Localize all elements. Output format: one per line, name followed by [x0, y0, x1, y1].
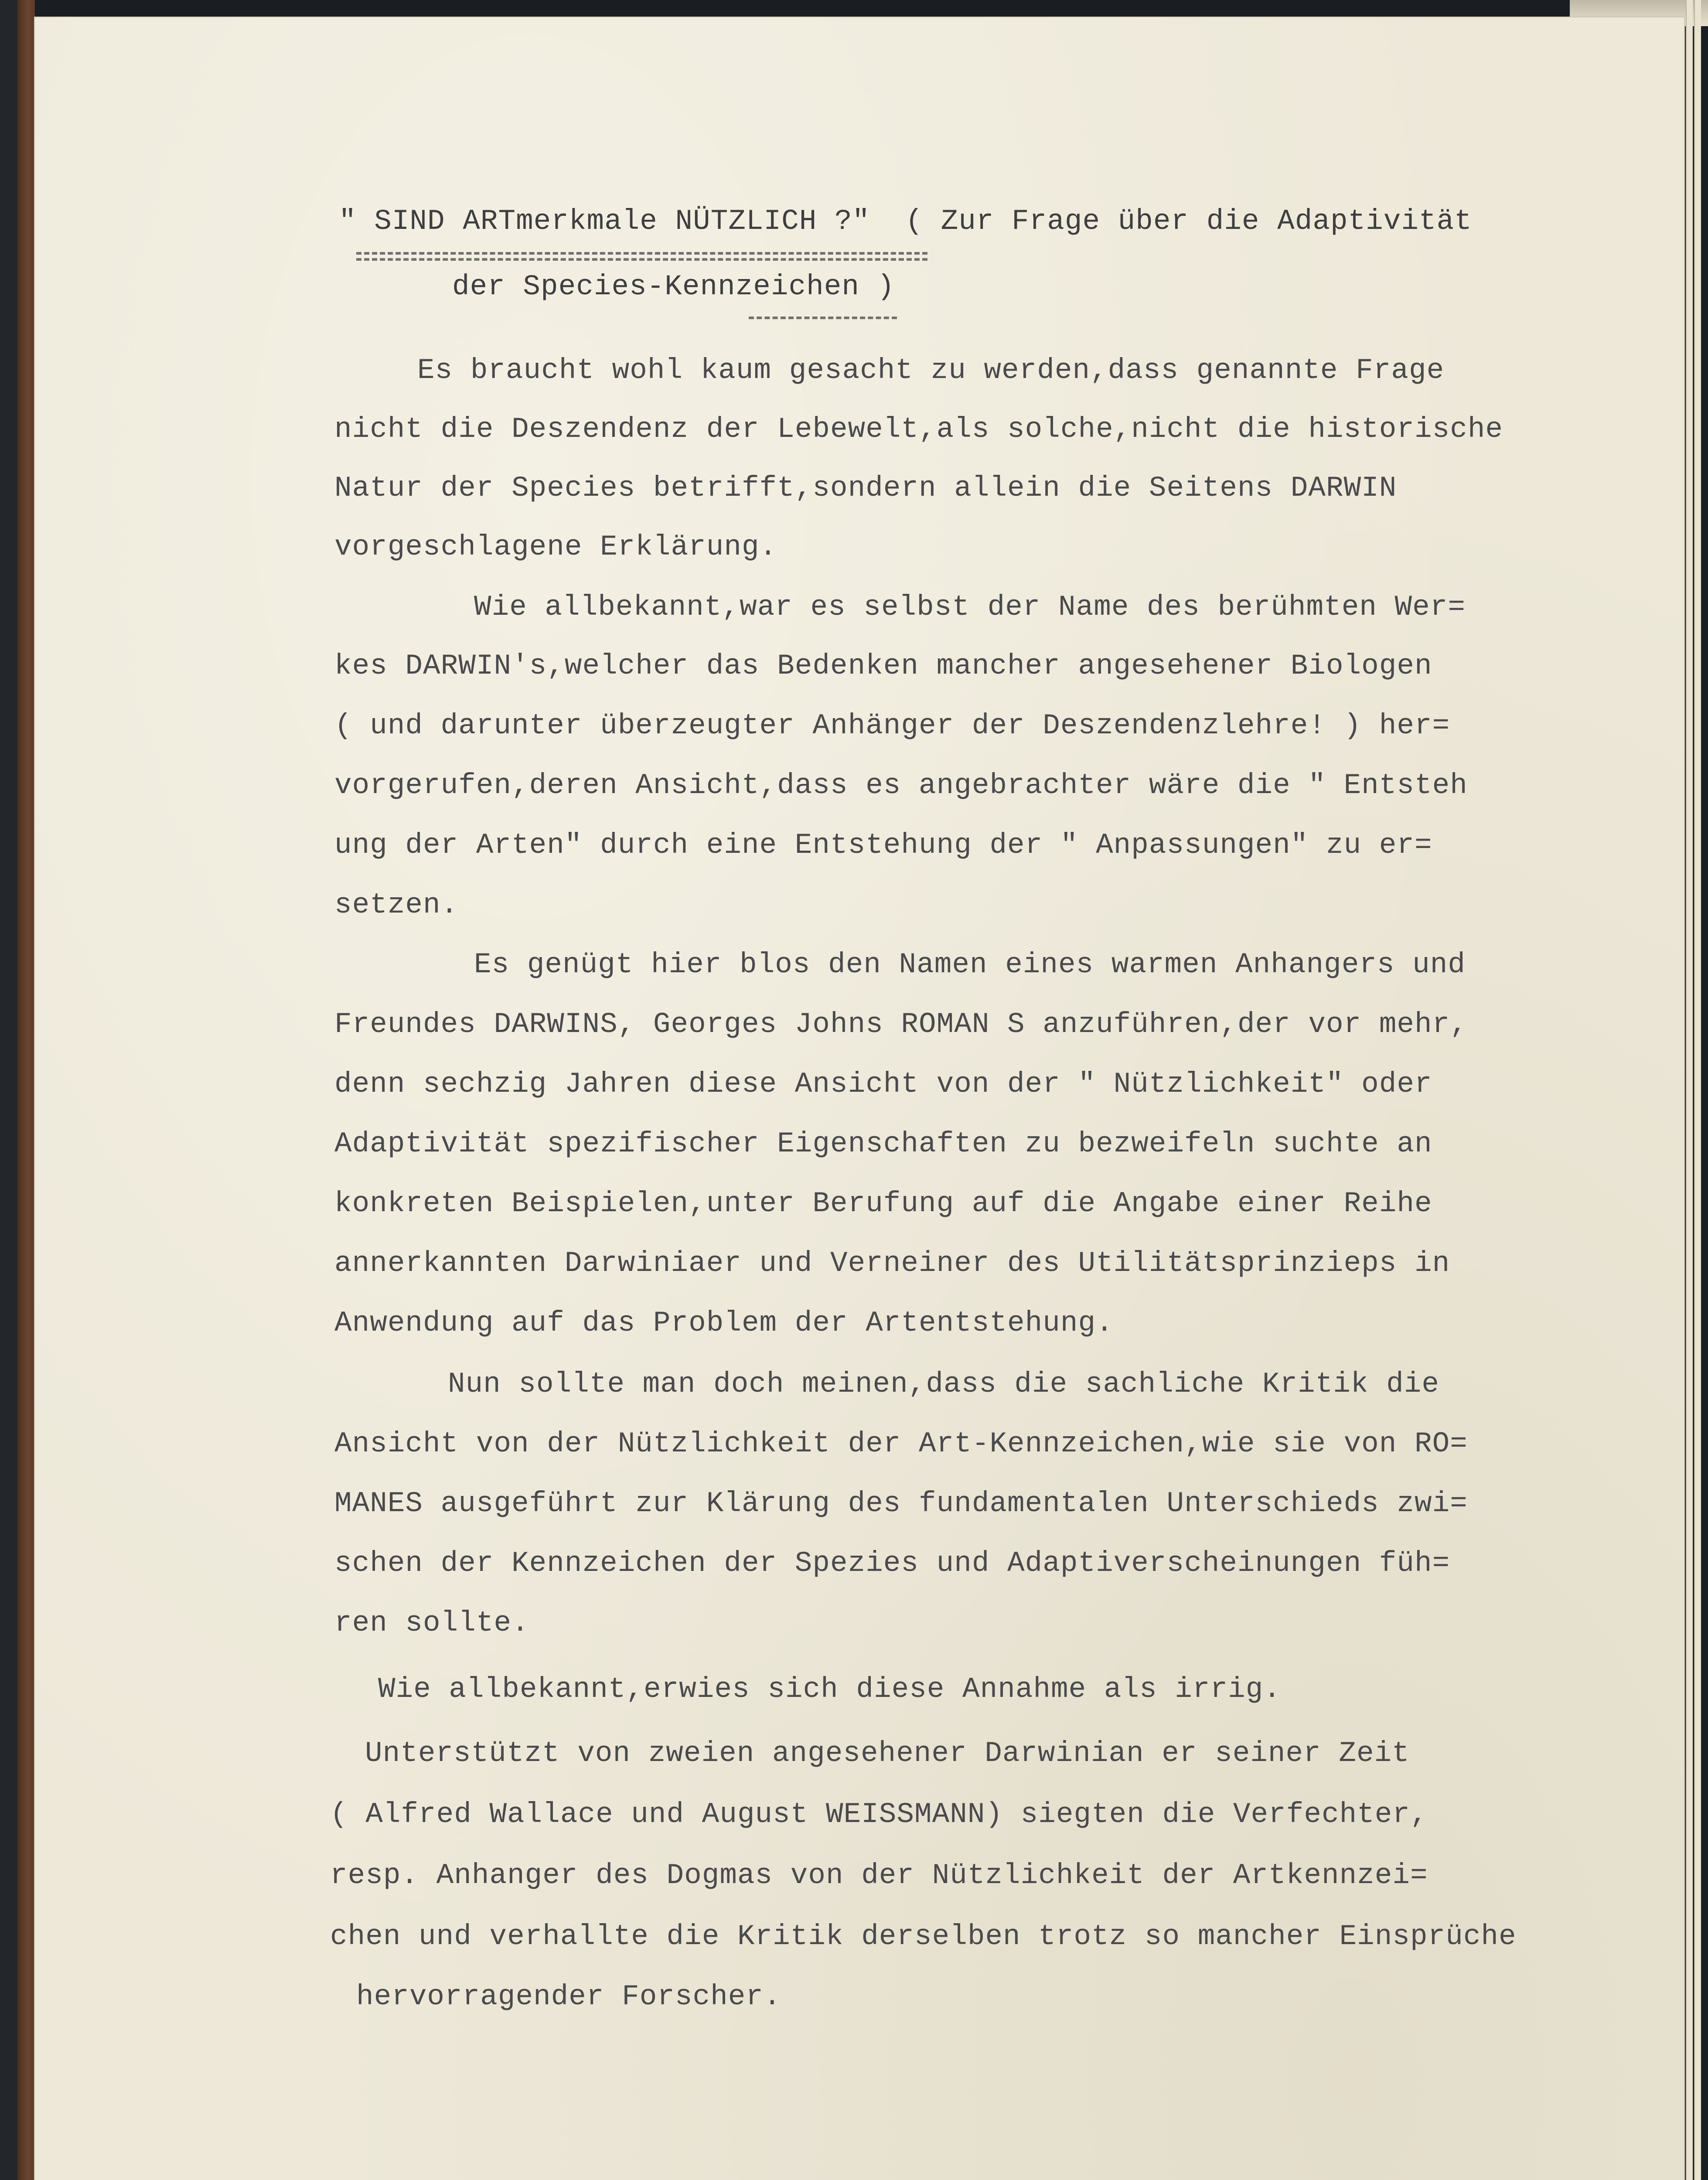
page-stack-edge: [1694, 0, 1701, 2180]
typewritten-page: [35, 17, 1684, 2180]
paragraph-2-line: ( und darunter überzeugter Anhänger der Deszendenzlehre! ) her=: [334, 709, 1450, 742]
paragraph-2-line: Wie allbekannt,war es selbst der Name des berühmten Wer=: [474, 591, 1466, 623]
paragraph-6-line: Unterstützt von zweien angesehener Darwinian er seiner Zeit: [365, 1737, 1410, 1770]
folder-cover-edge: [17, 0, 35, 2180]
paragraph-1-line: nicht die Deszendenz der Lebewelt,als solche,nicht die historische: [334, 413, 1503, 446]
paragraph-1-line: Es braucht wohl kaum gesacht zu werden,dass genannte Frage: [417, 354, 1445, 387]
paragraph-2-line: kes DARWIN's,welcher das Bedenken mancher angesehener Biologen: [334, 650, 1432, 682]
paragraph-1-line: Natur der Species betrifft,sondern allein die Seitens DARWIN: [334, 472, 1397, 504]
paragraph-1-line: vorgeschlagene Erklärung.: [334, 531, 777, 563]
paragraph-4-line: Nun sollte man doch meinen,dass die sachliche Kritik die: [448, 1368, 1439, 1400]
page-stack-edge: [1686, 0, 1693, 2180]
paragraph-4-line: schen der Kennzeichen der Spezies und Adaptiverscheinungen füh=: [334, 1547, 1450, 1580]
paragraph-2-line: ung der Arten" durch eine Entstehung der " Anpassungen" zu er=: [334, 829, 1432, 862]
paragraph-4-line: ren sollte.: [334, 1607, 529, 1639]
title-double-underline: [356, 258, 927, 261]
title-underline: [749, 317, 897, 319]
paragraph-3-line: Adaptivität spezifischer Eigenschaften zu bezweifeln suchte an: [334, 1127, 1432, 1160]
paragraph-3-line: annerkannten Darwiniaer und Verneiner des Utilitätsprinzieps in: [334, 1247, 1450, 1280]
title-double-underline: [356, 252, 927, 255]
paragraph-3-line: Anwendung auf das Problem der Artentstehung.: [334, 1307, 1114, 1339]
title-line-2: der Species-Kennzeichen ): [452, 270, 895, 303]
paragraph-6-line: ( Alfred Wallace und August WEISSMANN) siegten die Verfechter,: [330, 1798, 1428, 1831]
paragraph-6-line: chen und verhallte die Kritik derselben trotz so mancher Einsprüche: [330, 1920, 1517, 1953]
paragraph-4-line: MANES ausgeführt zur Klärung des fundamentalen Unterschieds zwi=: [334, 1487, 1468, 1520]
paragraph-3-line: denn sechzig Jahren diese Ansicht von der " Nützlichkeit" oder: [334, 1068, 1432, 1100]
paragraph-3-line: Freundes DARWINS, Georges Johns ROMAN S anzuführen,der vor mehr,: [334, 1008, 1468, 1041]
title-line-1: " SIND ARTmerkmale NÜTZLICH ?" ( Zur Frage über die Adaptivität: [339, 205, 1472, 238]
paragraph-4-line: Ansicht von der Nützlichkeit der Art-Kennzeichen,wie sie von RO=: [334, 1427, 1468, 1460]
paragraph-5-line: Wie allbekannt,erwies sich diese Annahme als irrig.: [378, 1673, 1281, 1706]
paragraph-3-line: konkreten Beispielen,unter Berufung auf die Angabe einer Reihe: [334, 1187, 1432, 1220]
paragraph-6-line: resp. Anhanger des Dogmas von der Nützlichkeit der Artkennzei=: [330, 1859, 1428, 1892]
paragraph-2-line: vorgerufen,deren Ansicht,dass es angebrachter wäre die " Entsteh: [334, 769, 1468, 802]
paragraph-2-line: setzen.: [334, 889, 459, 921]
paragraph-3-line: Es genügt hier blos den Namen eines warmen Anhangers und: [474, 948, 1466, 981]
paragraph-6-line: hervorragender Forscher.: [356, 1980, 781, 2013]
